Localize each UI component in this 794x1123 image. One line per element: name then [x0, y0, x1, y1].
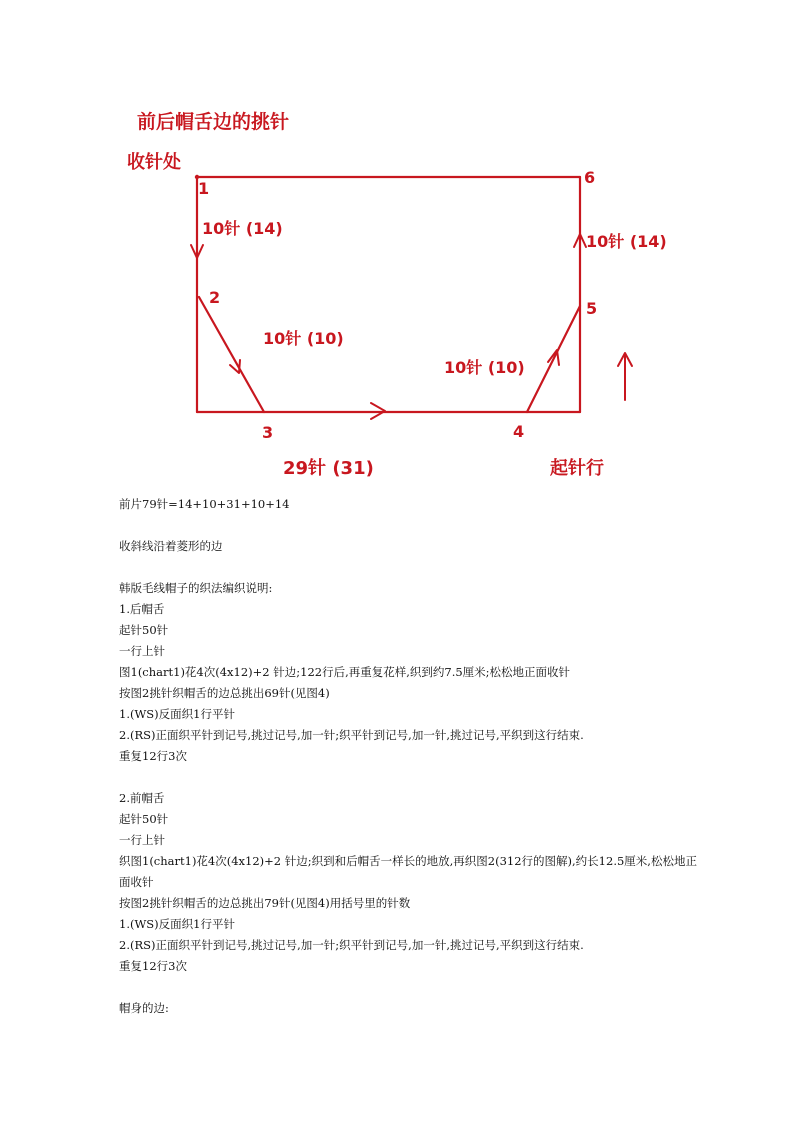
point-3-label: 3: [262, 423, 274, 442]
instructions-text: [119, 494, 699, 1019]
back-brim-line: 重复12行3次: [119, 749, 187, 763]
back-brim-line: 起针50针: [119, 623, 169, 637]
front-brim-line: 一行上针: [119, 833, 165, 847]
point-6-label: 6: [584, 168, 596, 187]
instructions-heading: 韩版毛线帽子的织法编织说明:: [119, 581, 273, 595]
back-brim-line: 按图2挑针织帽舌的边总挑出69针(见图4): [119, 686, 330, 700]
front-stitch-formula: 前片79针=14+10+31+10+14: [119, 497, 290, 511]
back-brim-line: 1.(WS)反面织1行平针: [119, 707, 235, 721]
segment-1-2-label: 10针 (14): [202, 219, 283, 238]
point-2-label: 2: [209, 288, 221, 307]
point-1-label: 1: [198, 179, 210, 198]
section-back-brim-title: 1.后帽舌: [119, 602, 165, 616]
segment-5-6-label: 10针 (14): [586, 232, 667, 251]
diagram-title: 前后帽舌边的挑针: [137, 111, 290, 133]
bottom-count-label: 29针 (31): [283, 458, 374, 479]
front-brim-line: 重复12行3次: [119, 959, 187, 973]
front-brim-line: 织图1(chart1)花4次(4x12)+2 针边;织到和后帽舌一样长的地放,再织图2(312行的图解),约长12.5厘米,松松地正面收针: [119, 854, 697, 889]
front-brim-line: 按图2挑针织帽舌的边总挑出79针(见图4)用括号里的针数: [119, 896, 411, 910]
stitch-pickup-diagram: [0, 0, 794, 490]
diagonal-note: 收斜线沿着菱形的边: [119, 539, 223, 553]
point-5-label: 5: [586, 299, 598, 318]
hat-body-edge-heading: 帽身的边:: [119, 1001, 169, 1015]
cast-on-row-label: 起针行: [550, 458, 604, 479]
direction-arrows: [191, 234, 632, 419]
front-brim-line: 2.(RS)正面织平针到记号,挑过记号,加一针;织平针到记号,加一针,挑过记号,平织到这行结束.: [119, 938, 584, 952]
start-mark-label: 收针处: [127, 152, 181, 173]
back-brim-line: 2.(RS)正面织平针到记号,挑过记号,加一针;织平针到记号,加一针,挑过记号,平织到这行结束.: [119, 728, 584, 742]
section-front-brim-title: 2.前帽舌: [119, 791, 165, 805]
segment-2-3-label: 10针 (10): [263, 329, 344, 348]
front-brim-line: 1.(WS)反面织1行平针: [119, 917, 235, 931]
back-brim-line: 图1(chart1)花4次(4x12)+2 针边;122行后,再重复花样,织到约7.5厘米;松松地正面收针: [119, 665, 571, 679]
front-brim-line: 起针50针: [119, 812, 169, 826]
point-4-label: 4: [513, 422, 525, 441]
back-brim-line: 一行上针: [119, 644, 165, 658]
segment-4-5-label: 10针 (10): [444, 358, 525, 377]
